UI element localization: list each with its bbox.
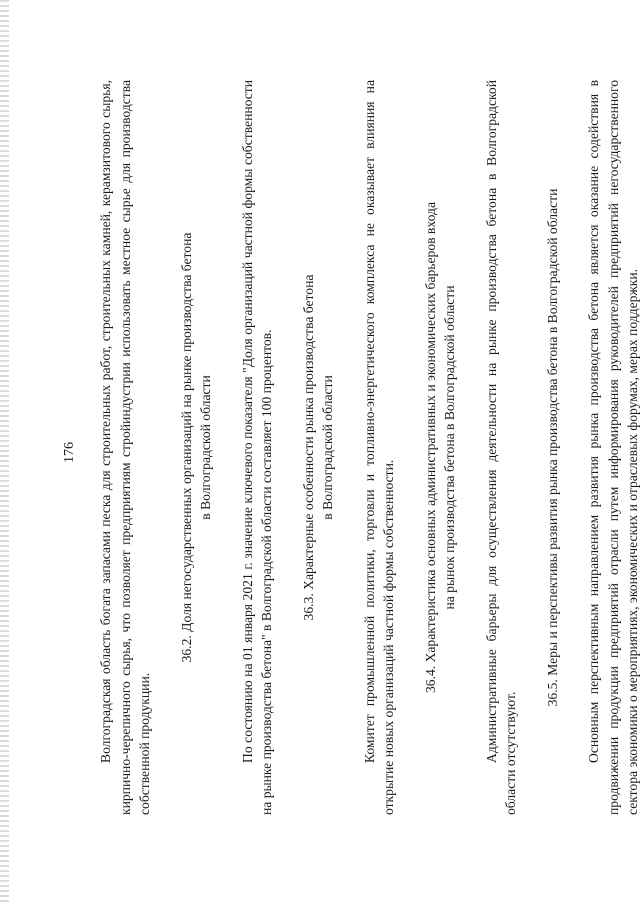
heading-36-2-line2: в Волгоградской области [198,375,213,520]
paragraph-prospects: Основным перспективным направлением развития рынка производства бетона является оказание содействия в продвижении продукции предприятий отрасли путем информирования руководителей предприятий негосударственного сектора экономики о мероприятиях, экономических и отраслевых форумах, мерах поддержки. [586,80,640,815]
heading-36-3-line1: 36.3. Характерные особенности рынка производства бетона [300,274,316,621]
heading-36-3-line2: в Волгоградской области [320,375,335,520]
heading-36-5-line1: 36.5. Меры и перспективы развития рынка производства бетона в Волгоградской области [544,188,560,707]
page-number: 176 [62,442,77,463]
heading-36-3 [299,80,338,815]
paragraph-raw-materials: Волгоградская область богата запасами песка для строительных работ, строительных камней, керамзитового сырья, кирпично-черепичного сырья, что позволяет предприятиям стройиндустрии использовать местное сырье для производства собственной продукции. [98,80,152,815]
heading-36-4-line1: 36.4. Характеристика основных административных и экономических барьеров входа [422,202,438,693]
paragraph-key-indicator: По состоянию на 01 января 2021 г. значение ключевого показателя "Доля организаций частной формы собственности на рынке производства бетона" в Волгоградской области составляет 100 процентов. [239,80,274,815]
paragraph-committee: Комитет промышленной политики, торговли и топливно-энергетического комплекса не оказывает влияния на открытие новых организаций частной формы собственности. [361,80,396,815]
paragraph-barriers: Административные барьеры для осуществления деятельности на рынке производства бетона в Волгоградской области отсутствуют. [483,80,518,815]
heading-36-2-line1: 36.2. Доля негосударственных организаций на рынке производства бетона [178,232,194,663]
heading-36-4 [421,80,460,815]
document-body [96,80,640,815]
heading-36-2 [177,80,216,815]
heading-36-5 [543,80,563,815]
heading-36-4-line2: на рынок производства бетона в Волгоградской области [442,285,457,610]
